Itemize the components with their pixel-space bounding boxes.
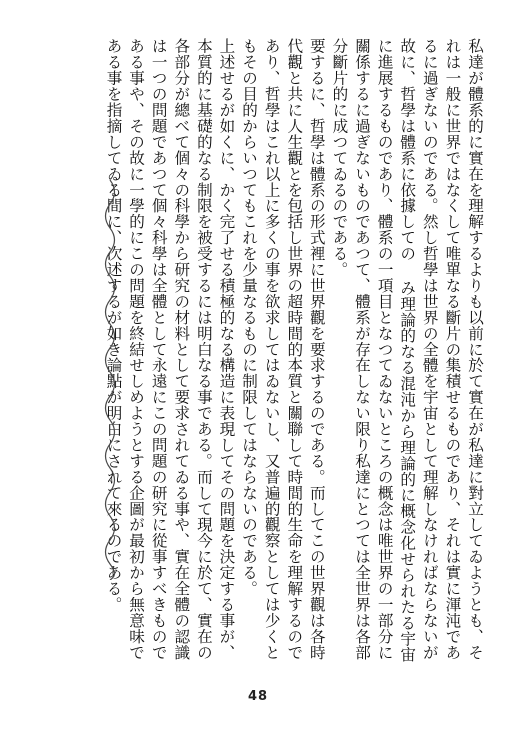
paragraph-opening-text: 私達が體系的に實在を理解するよりも以前に於て實在が私達に對立してゐようとも、それは一般に世界ではな [443, 38, 484, 661]
paragraph-3-text: 上述せるが如くに、かく完了せる積極的なる構造に表現してその問題を決定する事が、本質的に基礎的なる制限を被受するには明白なる事である。而して現今に於て、實在の各部分が總べて個々の科學から研究の材料として要求されてゐる事や、實在全體の認識は一つの問題であつて個々科學は全體として永遠にこの問題の研究に從事すべきものである事や、その故に一學的にこの問題を終結せしめようとする企圖が最初から無意味である事を指摘してゐる間に、次述するが如き論點が明白にされて來るのである。 [104, 38, 236, 661]
paragraph-opening-fragment [328, 38, 486, 668]
paragraph-2-text: 要するに、哲學は體系の形式裡に世界觀を要求するのである。而してこの世界觀は各時代觀と共に人生觀とを包括し世界の超時間的本質と關聯して時間的生命を理解するのであり、哲學はこれ以上に多くの事を欲求してはゐないし、又普遍的觀察としては少くともその目的からいつてもこれを少量なるものに制限してはならないのである。 [240, 38, 326, 661]
page-number: 48 [247, 689, 269, 704]
paragraph-1-text: くして唯單なる斷片の集積せるものであり、それは實に渾沌であるに過ぎないのである。然し哲學は世界の全體を宇宙として理解しなければならないが故に、哲學は體系に依據しての み理論的なる混沌から理論的に概念化せられたる宇宙に進展するものであり、體系の一項目となつてゐないところの概念は唯世界の一部分に關係するに過ぎないものであつて、體系が存在しない限り私達にとつては全世界は各部分斷片的に成つてゐるのである。 [330, 38, 462, 663]
paragraph-2 [237, 38, 327, 668]
vertical-text-body [26, 38, 486, 668]
paragraph-3 [102, 38, 238, 668]
